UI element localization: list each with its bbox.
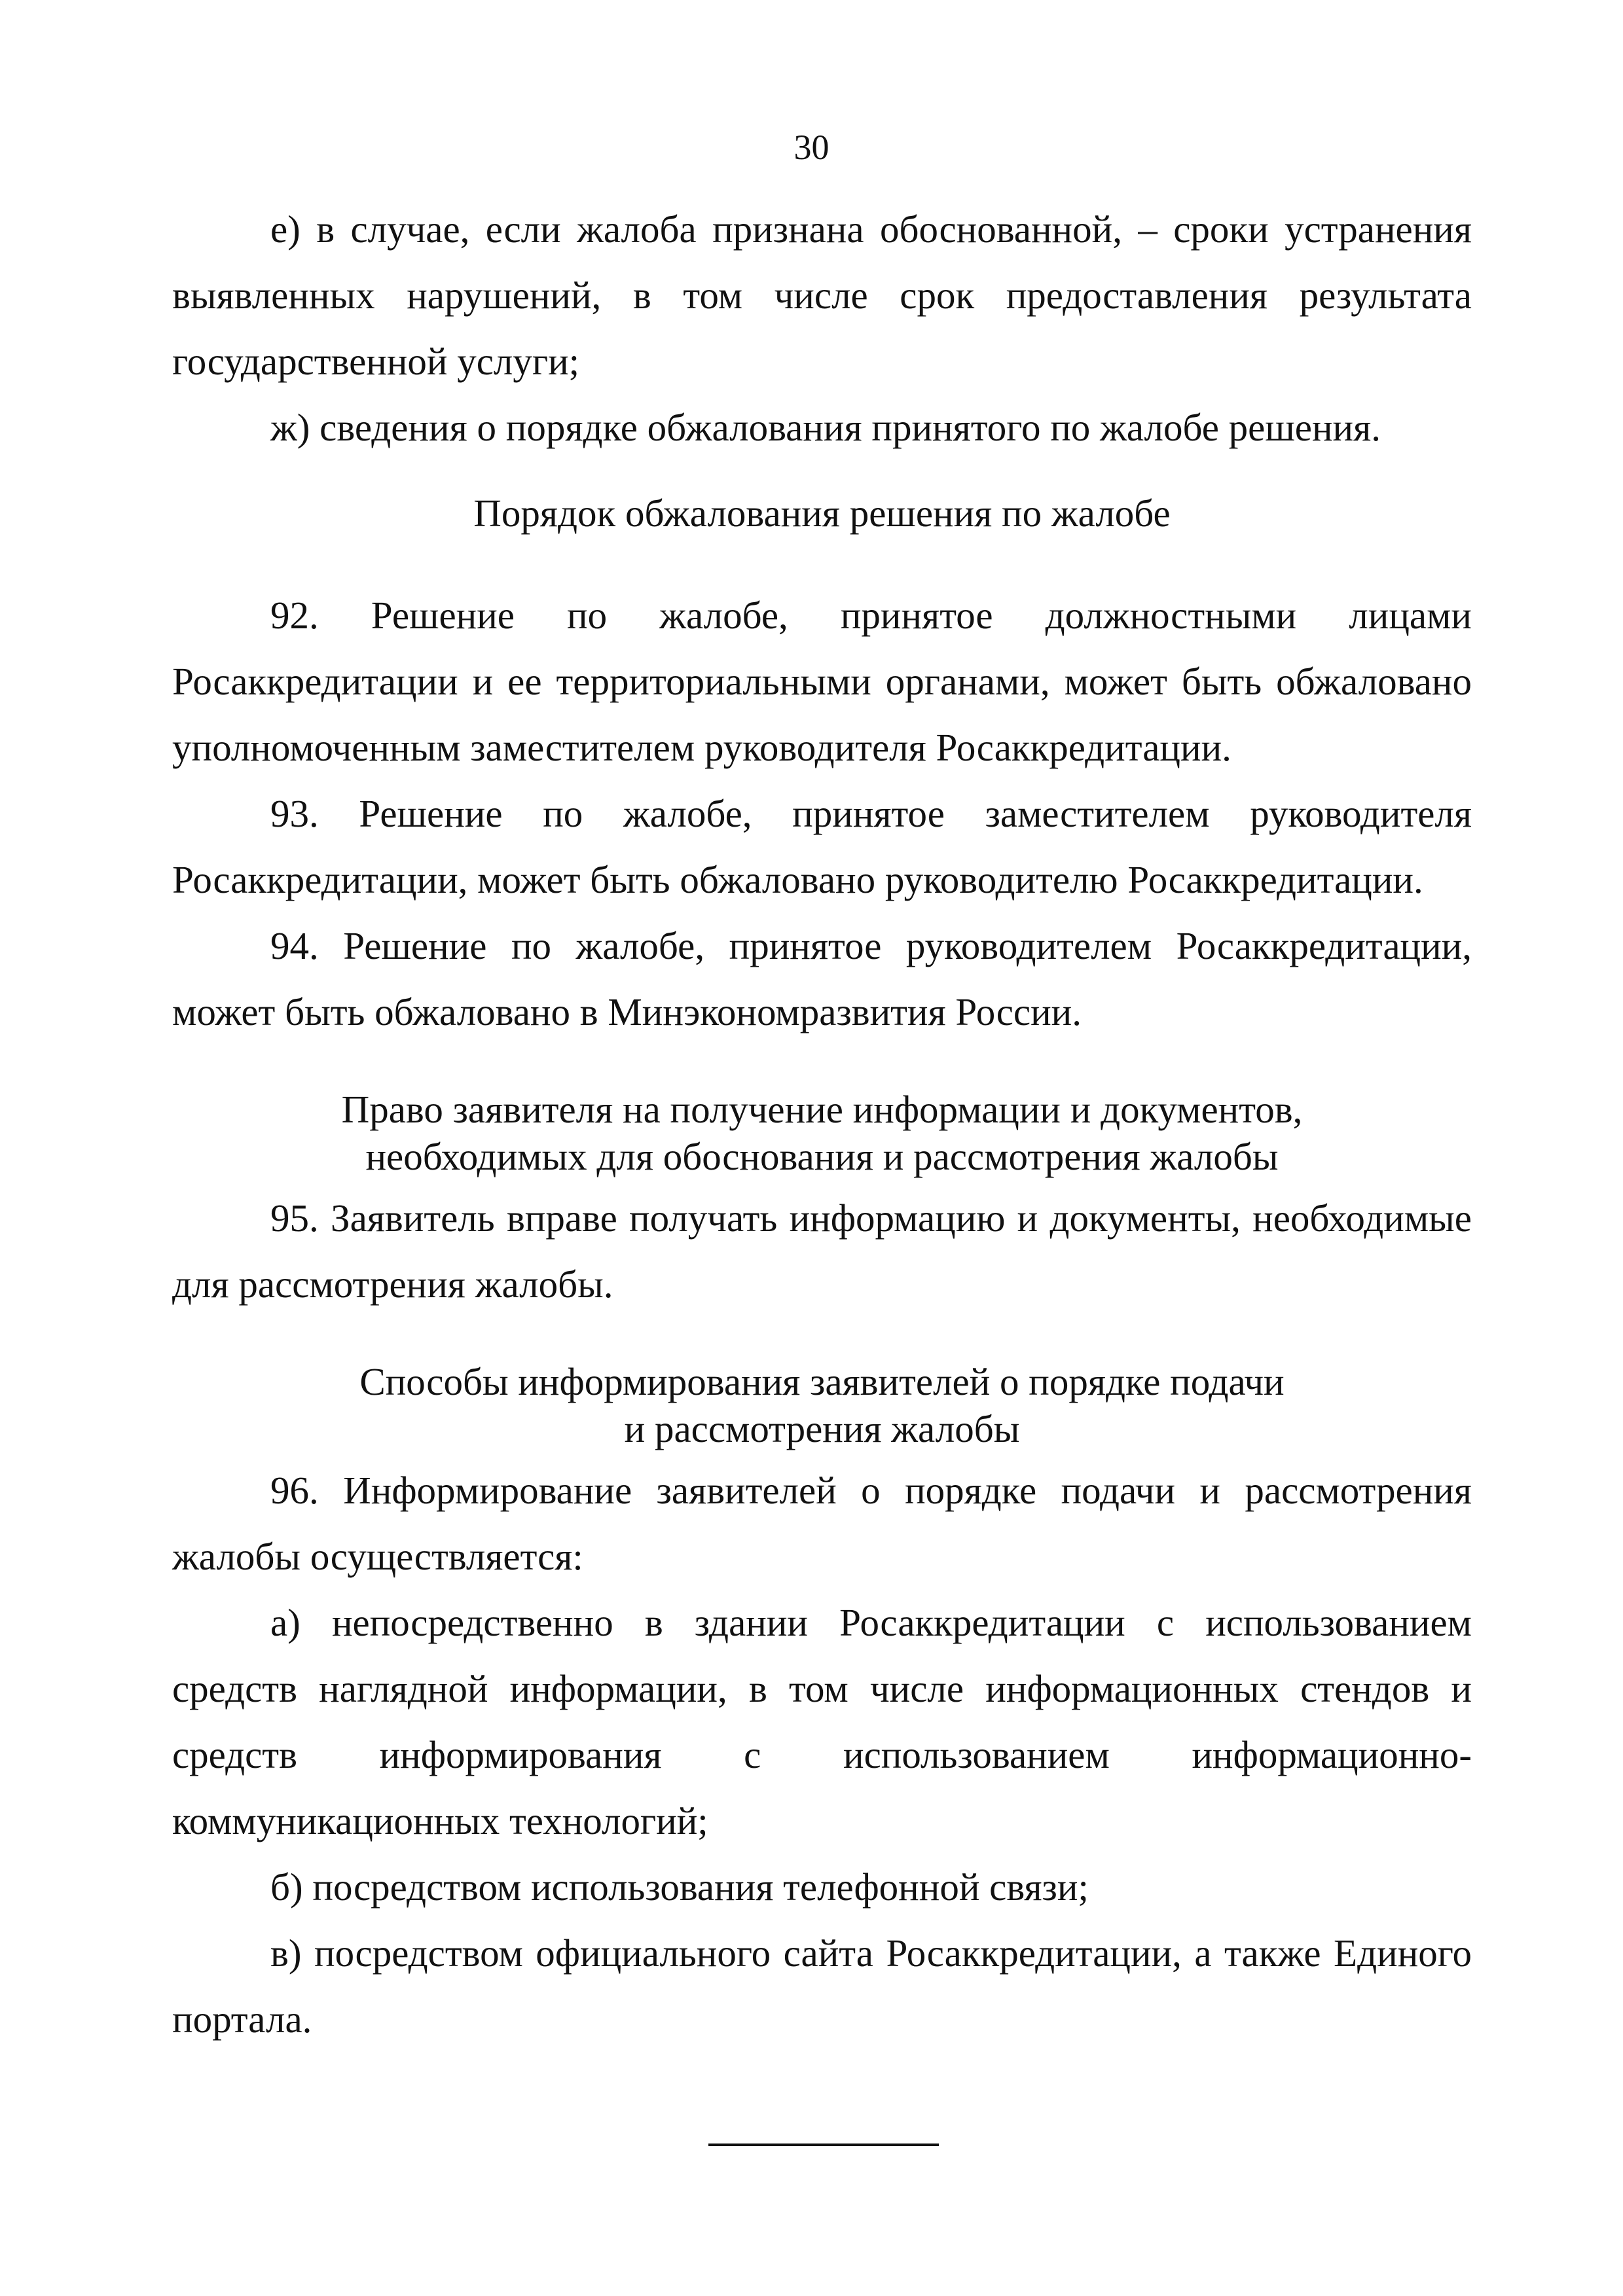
section-heading-informing-methods <box>172 1358 1472 1452</box>
paragraph-92: 92. Решение по жалобе, принятое должностными лицами Росаккредитации и ее территориальными органами, может быть обжаловано уполномоченным заместителем руководителя Росаккредитации. <box>172 594 1472 769</box>
paragraph-96-v: в) посредством официального сайта Росаккредитации, а также Единого портала. <box>172 1931 1472 2041</box>
section-heading-appeal-procedure: Порядок обжалования решения по жалобе <box>473 492 1171 535</box>
section-heading-right-to-information <box>172 1086 1472 1180</box>
paragraph-93: 93. Решение по жалобе, принятое заместителем руководителя Росаккредитации, может быть обжаловано руководителю Росаккредитации. <box>172 792 1472 901</box>
paragraph-zh: ж) сведения о порядке обжалования принятого по жалобе решения. <box>270 406 1381 449</box>
end-of-document-rule <box>708 2144 939 2146</box>
paragraph-e: е) в случае, если жалоба признана обоснованной, – сроки устранения выявленных нарушений, в том числе срок предоставления результата государственной услуги; <box>172 207 1472 383</box>
paragraph-94: 94. Решение по жалобе, принятое руководителем Росаккредитации, может быть обжаловано в Минэкономразвития России. <box>172 924 1472 1033</box>
paragraph-96: 96. Информирование заявителей о порядке подачи и рассмотрения жалобы осуществляется: <box>172 1469 1472 1578</box>
paragraph-96-b: б) посредством использования телефонной связи; <box>270 1865 1089 1909</box>
page-number: 30 <box>793 128 830 167</box>
heading-line: необходимых для обоснования и рассмотрения жалобы <box>365 1135 1279 1178</box>
paragraph-96-a: а) непосредственно в здании Росаккредитации с использованием средств наглядной информации, в том числе информационных стендов и средств информирования с использованием информационно-коммуникационных технологий; <box>172 1601 1472 1842</box>
heading-line: и рассмотрения жалобы <box>624 1407 1020 1450</box>
heading-line: Право заявителя на получение информации и документов, <box>341 1088 1303 1131</box>
heading-line: Способы информирования заявителей о порядке подачи <box>359 1360 1285 1403</box>
document-body <box>172 196 1472 2053</box>
paragraph-95: 95. Заявитель вправе получать информацию и документы, необходимые для рассмотрения жалобы. <box>172 1196 1472 1306</box>
